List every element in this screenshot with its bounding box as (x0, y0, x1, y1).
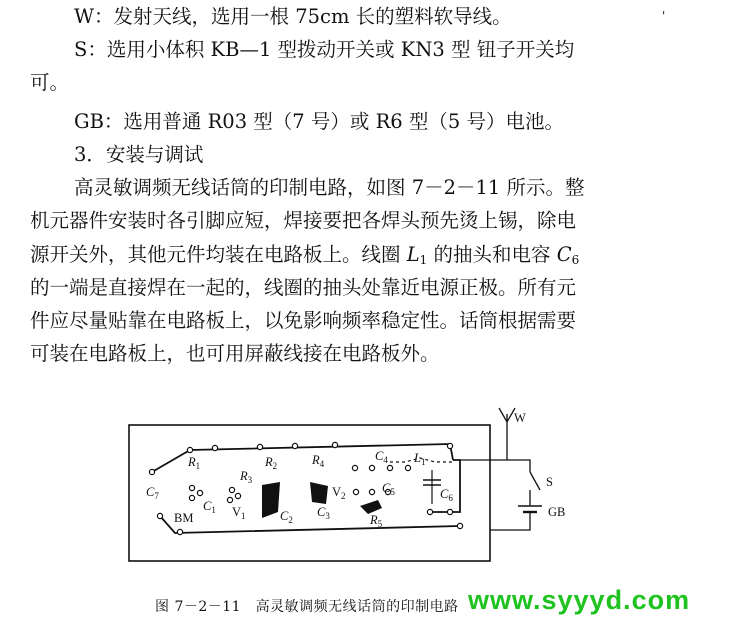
label-c2: $C_2$ (280, 509, 293, 525)
figure-caption: 图 7－2－11 高灵敏调频无线话筒的印制电路 (155, 599, 459, 615)
symbol-l: L (406, 243, 420, 266)
body-line-6: 可装在电路板上，也可用屏蔽线接在电路板外。 (30, 342, 440, 365)
body-line-1: 高灵敏调频无线话筒的印制电路，如图 7－2－11 所示。整 (74, 176, 585, 199)
para-battery: GB：选用普通 R03 型（7 号）或 R6 型（5 号）电池。 (74, 110, 564, 133)
symbol-l-sub: 1 (419, 253, 428, 267)
label-v2: $V_2$ (332, 485, 346, 501)
res-r5-body (360, 500, 382, 514)
wire-to-switch (460, 460, 530, 472)
trace-bottom (160, 516, 460, 533)
wire-from-battery (490, 512, 530, 530)
label-c3: $C_3$ (317, 505, 330, 521)
label-c4: $C_4$ (375, 449, 388, 465)
label-r5: $R_5$ (370, 513, 383, 529)
cap-c2-body (262, 482, 280, 518)
label-r2: $R_2$ (265, 455, 278, 471)
section-heading: 3．安装与调试 (74, 143, 204, 166)
label-r1: $R_1$ (188, 455, 201, 471)
switch-s-icon (530, 472, 540, 490)
corner-mark: ' (662, 9, 666, 23)
para-antenna: W：发射天线，选用一根 75cm 长的塑料软导线。 (74, 5, 512, 28)
body-line-3-part-b: 的抽头和电容 (427, 243, 557, 266)
para-switch-line2: 可。 (30, 71, 70, 94)
watermark: www.syyyd.com (468, 585, 691, 615)
board-outline (129, 425, 490, 561)
label-r4: $R_4$ (312, 453, 325, 469)
label-s: S (546, 475, 553, 489)
body-line-2: 机元器件安装时各引脚应短，焊接要把各焊头预先烫上锡，除电 (30, 209, 577, 232)
label-gb: GB (548, 505, 566, 519)
label-c7: $C_7$ (146, 485, 159, 501)
label-l1: $L_1$ (414, 451, 426, 467)
body-line-3-part-a: 源开关外，其他元件均装在电路板上。线圈 (30, 243, 407, 266)
label-r3: $R_3$ (240, 469, 253, 485)
body-line-3 (30, 244, 710, 271)
body-line-5: 件应尽量贴靠在电路板上，以免影响频率稳定性。话筒根据需要 (30, 309, 577, 332)
symbol-c-sub: 6 (571, 253, 580, 267)
label-w: W (514, 411, 526, 425)
label-c1: $C_1$ (203, 499, 216, 515)
symbol-c: C (556, 243, 572, 266)
pcb-diagram (120, 400, 600, 570)
label-v1: $V_1$ (232, 505, 246, 521)
para-switch-line1: S：选用小体积 KB—1 型拨动开关或 KN3 型 钮子开关均 (74, 38, 575, 61)
label-c6: $C_6$ (440, 487, 453, 503)
trace-right (430, 460, 460, 512)
label-bm: BM (174, 511, 194, 525)
body-line-4: 的一端是直接焊在一起的，线圈的抽头处靠近电源正极。所有元 (30, 276, 577, 299)
label-c5: $C_5$ (382, 481, 395, 497)
cap-c3-body (310, 482, 328, 504)
